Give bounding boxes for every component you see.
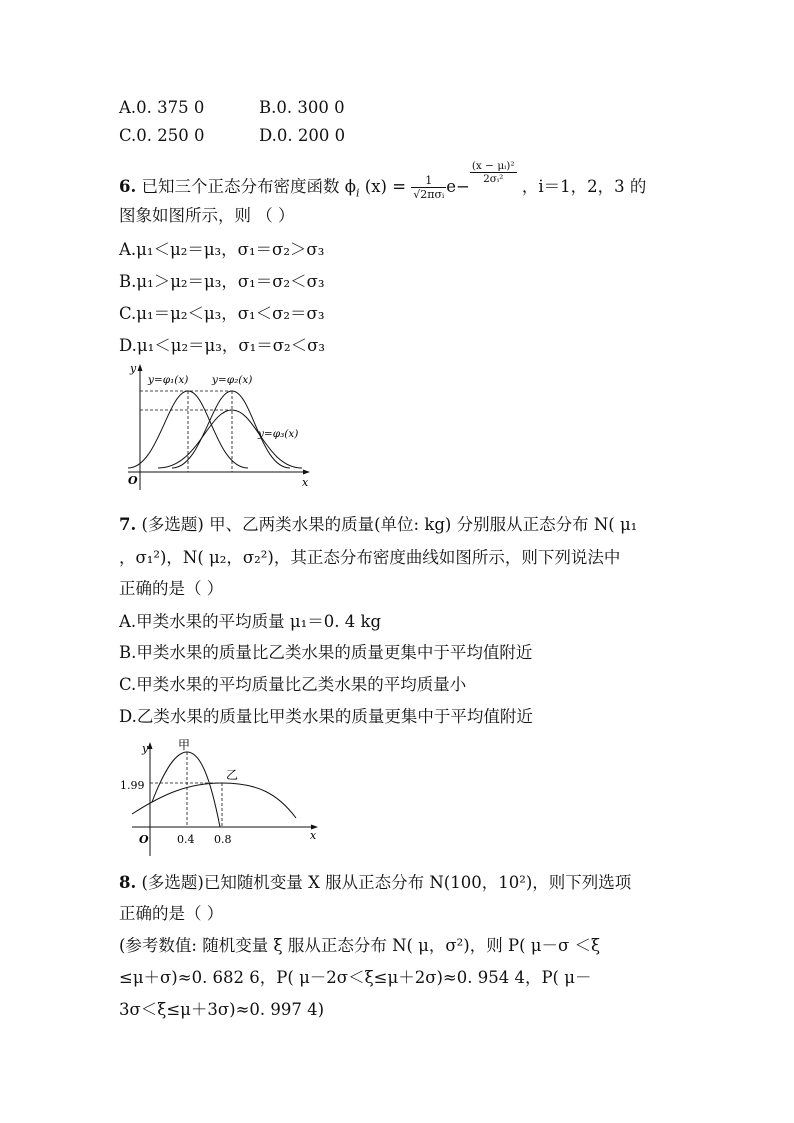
q6-option-d: D.μ₁＜μ₂＝μ₃，σ₁＝σ₂＜σ₃ <box>119 336 326 355</box>
q8-reference-line3: 3σ＜ξ≤μ＋3σ)≈0. 997 4) <box>119 1000 325 1019</box>
exponent-numerator: (x − μᵢ)² <box>471 160 515 172</box>
q5-option-c: C.0. 250 0 <box>119 126 205 145</box>
q6-stem-line1 <box>119 160 647 205</box>
q7-stem-line2: ，σ₁²)，N( μ₂，σ₂²)，其正态分布密度曲线如图所示，则下列说法中 <box>119 548 621 567</box>
x-axis-label: x <box>310 829 317 842</box>
q6-e-symbol: e <box>446 177 456 196</box>
curve-phi3-label: y=φ₃(x) <box>258 428 299 440</box>
q6-stem-start: 已知三个正态分布密度函数 ϕ <box>141 177 356 196</box>
q7-option-a: A.甲类水果的平均质量 μ₁＝0. 4 kg <box>119 612 382 631</box>
question-number: 7. <box>119 515 137 534</box>
q7-stem-line1 <box>119 513 637 537</box>
q8-stem-line1 <box>119 871 631 895</box>
q5-option-b: B.0. 300 0 <box>259 98 345 117</box>
y-axis-arrow <box>138 364 143 371</box>
origin-label: O <box>128 474 138 487</box>
x-axis-arrow <box>303 470 310 475</box>
yi-curve-label: 乙 <box>226 768 239 782</box>
q7-stem-line3: 正确的是（ ） <box>119 579 224 598</box>
jia-curve-label: 甲 <box>178 738 191 752</box>
q7-fruit-weight-graph <box>118 736 328 860</box>
q5-option-a: A.0. 375 0 <box>119 98 205 117</box>
y-axis-label: y <box>142 742 149 755</box>
func-subscript: i <box>355 186 360 200</box>
q6-option-a: A.μ₁＜μ₂＝μ₃，σ₁＝σ₂＞σ₃ <box>119 240 325 259</box>
q6-stem-line2: 图象如图所示，则 （ ） <box>119 206 295 225</box>
curve-phi2-label: y=φ₂(x) <box>212 374 253 386</box>
question-number: 8. <box>119 873 137 892</box>
x-tick-label-1: 0.4 <box>177 833 195 846</box>
q6-func-args: (x) = <box>364 177 407 196</box>
curve-jia <box>152 752 220 827</box>
q6-option-c: C.μ₁＝μ₂＜μ₃，σ₁＜σ₂＝σ₃ <box>119 304 325 323</box>
origin-label: O <box>139 833 149 846</box>
curve-phi1-label: y=φ₁(x) <box>148 374 189 386</box>
q5-option-d: D.0. 200 0 <box>259 126 346 145</box>
q8-reference-line1: (参考数值: 随机变量 ξ 服从正态分布 N( μ，σ²)，则 P( μ－σ ＜ξ <box>119 936 601 955</box>
x-axis-label: x <box>302 476 309 489</box>
y-tick-label: 1.99 <box>120 779 145 792</box>
x-tick-label-2: 0.8 <box>214 833 232 846</box>
fraction-denominator: √2πσᵢ <box>413 188 445 201</box>
q8-stem-line2: 正确的是（ ） <box>119 904 224 923</box>
q6-stem-end: ，i＝1，2，3 的 <box>521 177 647 196</box>
exponent-denominator: 2σᵢ² <box>483 173 504 185</box>
q7-stem-text: (多选题) 甲、乙两类水果的质量(单位: kg) 分别服从正态分布 N( μ₁ <box>141 515 638 534</box>
q8-reference-line2: ≤μ＋σ)≈0. 682 6，P( μ－2σ＜ξ≤μ＋2σ)≈0. 954 4，P( μ－ <box>119 968 592 987</box>
y-axis-arrow <box>148 742 153 749</box>
q6-normal-curves-graph <box>118 360 318 496</box>
q6-fraction <box>411 174 446 201</box>
q7-option-c: C.甲类水果的平均质量比乙类水果的平均质量小 <box>119 675 467 694</box>
question-number: 6. <box>119 177 137 196</box>
q6-minus: − <box>456 177 470 196</box>
y-axis-label: y <box>130 362 137 375</box>
q6-exponent <box>470 160 517 185</box>
q8-stem-text: (多选题)已知随机变量 X 服从正态分布 N(100，10²)，则下列选项 <box>141 873 632 892</box>
q7-option-d: D.乙类水果的质量比甲类水果的质量更集中于平均值附近 <box>119 707 533 726</box>
q6-option-b: B.μ₁＞μ₂＝μ₃，σ₁＝σ₂＜σ₃ <box>119 272 325 291</box>
fraction-numerator: 1 <box>411 174 446 188</box>
q7-option-b: B.甲类水果的质量比乙类水果的质量更集中于平均值附近 <box>119 643 533 662</box>
